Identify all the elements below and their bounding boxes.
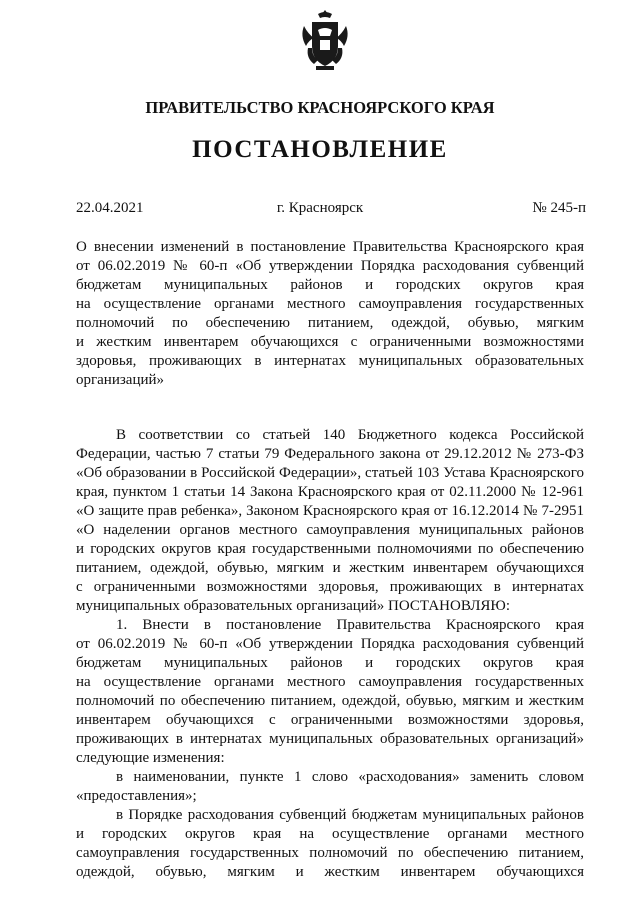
body-line: с ограниченными возможностями здоровья, проживающих в интернатах [76, 579, 584, 595]
body-line: питанием, одеждой, обувью, мягким и жестким инвентарем обучающихся [76, 560, 584, 576]
body-line: Федерации, частью 7 статьи 79 Федерального закона от 29.12.2012 № 273-ФЗ [76, 446, 584, 462]
body-line: в наименовании, пункте 1 слово «расходования» заменить словом [116, 769, 584, 785]
body-line: и городских округов края государственными полномочиями по обеспечению [76, 541, 584, 557]
body-line: В соответствии со статьей 140 Бюджетного кодекса Российской [116, 427, 584, 443]
document-number: № 245-п [532, 200, 586, 216]
subject-line: на осуществление органами местного самоуправления государственных [76, 296, 584, 312]
coat-of-arms-icon [298, 8, 352, 72]
body-line: «Об образовании в Российской Федерации», статьей 103 Устава Красноярского [76, 465, 584, 481]
document-city: г. Красноярск [276, 200, 364, 216]
subject-line: О внесении изменений в постановление Правительства Красноярского края [76, 239, 584, 255]
body-line: следующие изменения: [76, 750, 225, 766]
body-line: инвентарем обучающихся с ограниченными возможностями здоровья, [76, 712, 584, 728]
body-line: 1. Внести в постановление Правительства Красноярского края [116, 617, 584, 633]
body-line: и городских округов края на осуществление органами местного [76, 826, 584, 842]
subject-line: здоровья, проживающих в интернатах муниципальных образовательных [76, 353, 584, 369]
subject-line: и жестким инвентарем обучающихся с ограниченными возможностями [76, 334, 584, 350]
body-line: «О защите прав ребенка», Законом Красноярского края от 16.12.2014 № 7-2951 [76, 503, 584, 519]
document-subject [76, 238, 584, 390]
body-line: одеждой, обувью, мягким и жестким инвентарем обучающихся [76, 864, 584, 880]
body-line: муниципальных образовательных организаций» ПОСТАНОВЛЯЮ: [76, 598, 511, 614]
body-line: полномочий по обеспечению питанием, одеждой, обувью, мягким и жестким [76, 693, 584, 709]
body-line: в Порядке расходования субвенций бюджетам муниципальных районов [116, 807, 584, 823]
body-line: края, пунктом 1 статьи 14 Закона Красноярского края от 02.11.2000 № 12-961 [76, 484, 584, 500]
subject-line: полномочий по обеспечению питанием, одеждой, обувью, мягким [76, 315, 584, 331]
body-line: «предоставления»; [76, 788, 197, 804]
body-line: «О наделении органов местного самоуправления муниципальных районов [76, 522, 584, 538]
body-line: на осуществление органами местного самоуправления государственных [76, 674, 584, 690]
subject-line: от 06.02.2019 № 60-п «Об утверждении Порядка расходования субвенций [76, 258, 584, 274]
body-line: бюджетам муниципальных районов и городских округов края [76, 655, 584, 671]
body-line: от 06.02.2019 № 60-п «Об утверждении Порядка расходования субвенций [76, 636, 584, 652]
document-body [76, 426, 584, 882]
document-type-title: ПОСТАНОВЛЕНИЕ [192, 136, 448, 163]
government-title: ПРАВИТЕЛЬСТВО КРАСНОЯРСКОГО КРАЯ [145, 98, 495, 117]
subject-line: организаций» [76, 372, 165, 388]
body-line: самоуправления государственных полномочий по обеспечению питанием, [76, 845, 584, 861]
document-date: 22.04.2021 [76, 200, 144, 216]
body-line: проживающих в интернатах муниципальных образовательных организаций» [76, 731, 584, 747]
subject-line: бюджетам муниципальных районов и городских округов края [76, 277, 584, 293]
